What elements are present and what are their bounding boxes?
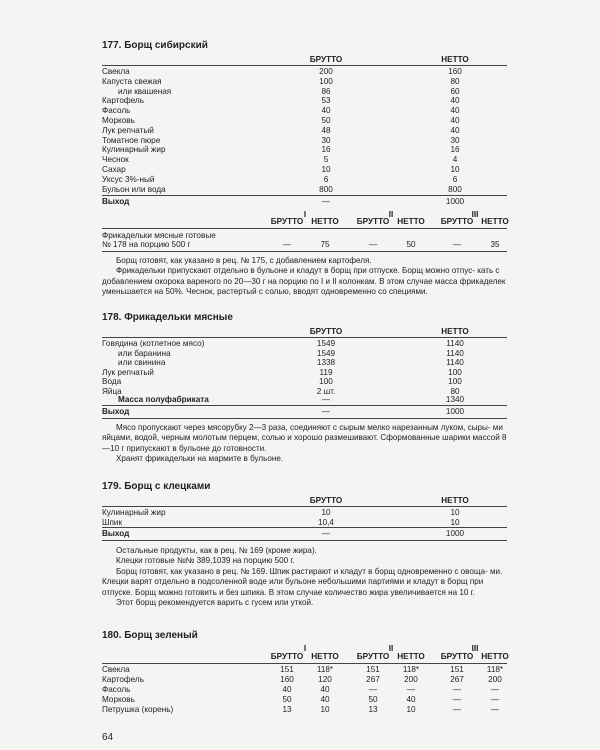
brutto-value: 267 bbox=[366, 675, 380, 684]
netto-value: 60 bbox=[450, 86, 460, 96]
ingredient-name: Бульон или вода bbox=[102, 184, 166, 194]
brutto-value: 13 bbox=[282, 705, 292, 714]
ingredient-name: Кулинарный жир bbox=[102, 508, 166, 517]
brutto-value: 151 bbox=[280, 665, 294, 674]
brutto-value: 40 bbox=[321, 106, 331, 116]
brutto-value: 100 bbox=[319, 377, 333, 387]
ingredient-name: Кулинарный жир bbox=[102, 145, 166, 155]
ingredient-name: Шпик bbox=[102, 517, 123, 527]
netto-value: 118* bbox=[402, 665, 420, 674]
paragraph: Этот борщ рекомендуется варить с гусем или уткой. bbox=[116, 598, 314, 608]
recipe-178-title: 178. Фрикадельки мясные bbox=[102, 312, 233, 323]
meatball-value: 35 bbox=[490, 240, 500, 249]
brutto-value: — bbox=[452, 705, 462, 714]
recipe-177-text bbox=[102, 256, 507, 298]
column-roman-2: II bbox=[388, 210, 394, 219]
netto-value: 6 bbox=[452, 174, 458, 184]
netto-value: 30 bbox=[450, 135, 460, 145]
rule bbox=[102, 540, 507, 541]
recipe-179-title: 179. Борщ с клецками bbox=[102, 481, 211, 492]
page-number: 64 bbox=[102, 732, 114, 743]
meatball-value: — bbox=[368, 240, 378, 249]
ingredient-name: или квашеная bbox=[118, 86, 172, 96]
recipe-180-title: 180. Борщ зеленый bbox=[102, 630, 198, 641]
netto-value: 40 bbox=[320, 695, 330, 704]
netto-value: 40 bbox=[406, 695, 416, 704]
yield-netto: 1000 bbox=[445, 197, 465, 206]
rule bbox=[102, 405, 507, 406]
column-roman-3: III bbox=[471, 210, 479, 219]
recipe-178-text bbox=[102, 423, 507, 465]
brutto-value: 86 bbox=[321, 86, 331, 96]
yield-netto: 1000 bbox=[445, 407, 465, 416]
rule bbox=[102, 195, 507, 196]
header-brutto: БРУТТО bbox=[309, 496, 343, 505]
netto-value: 10 bbox=[450, 508, 460, 517]
ingredient-name: Томатное пюре bbox=[102, 135, 161, 145]
brutto-value: 50 bbox=[368, 695, 378, 704]
sub-header-netto: НЕТТО bbox=[397, 652, 425, 661]
rule bbox=[102, 418, 507, 419]
netto-value: 40 bbox=[450, 96, 460, 106]
brutto-value: 267 bbox=[450, 675, 464, 684]
brutto-value: 50 bbox=[282, 695, 292, 704]
netto-value: 200 bbox=[404, 675, 418, 684]
ingredient-name: Морковь bbox=[102, 116, 135, 125]
ingredient-name: Сахар bbox=[102, 165, 126, 174]
ingredient-name: Говядина (котлетное мясо) bbox=[102, 339, 205, 348]
brutto-value: 53 bbox=[321, 96, 331, 106]
sub-header-netto: НЕТТО bbox=[397, 217, 425, 226]
netto-value: 40 bbox=[450, 125, 460, 135]
netto-value: 10 bbox=[406, 705, 416, 714]
ingredient-name: Капуста свежая bbox=[102, 76, 162, 86]
netto-value: 120 bbox=[318, 675, 332, 684]
semi-product-label: Масса полуфабриката bbox=[118, 395, 209, 404]
netto-value: 40 bbox=[450, 116, 460, 125]
netto-value: 1140 bbox=[446, 358, 464, 368]
meatball-value: — bbox=[452, 240, 462, 249]
brutto-value: 48 bbox=[321, 125, 331, 135]
brutto-value: 119 bbox=[319, 367, 333, 377]
netto-value: 800 bbox=[448, 184, 462, 194]
brutto-value: 16 bbox=[321, 145, 331, 155]
meatball-value: 50 bbox=[406, 240, 416, 249]
brutto-value: — bbox=[452, 695, 462, 704]
meatball-label: Фрикадельки мясные готовые bbox=[102, 231, 216, 240]
ingredient-name: Лук репчатый bbox=[102, 367, 154, 377]
sub-header-brutto: БРУТТО bbox=[270, 217, 304, 226]
netto-value: 100 bbox=[448, 367, 462, 377]
netto-value: 40 bbox=[450, 106, 460, 116]
rule bbox=[102, 663, 507, 664]
brutto-value: 1338 bbox=[316, 358, 336, 368]
ingredient-name: Фасоль bbox=[102, 106, 131, 116]
brutto-value: 1549 bbox=[316, 348, 336, 358]
brutto-value: 160 bbox=[280, 675, 294, 684]
netto-value: 80 bbox=[450, 76, 460, 86]
sub-header-brutto: БРУТТО bbox=[356, 652, 390, 661]
ingredient-name: Картофель bbox=[102, 675, 144, 684]
brutto-value: 6 bbox=[323, 174, 329, 184]
sub-header-brutto: БРУТТО bbox=[440, 652, 474, 661]
column-roman-1: I bbox=[303, 210, 307, 219]
brutto-value: 13 bbox=[368, 705, 378, 714]
brutto-value: 10,4 bbox=[318, 517, 334, 527]
brutto-value: 100 bbox=[319, 76, 333, 86]
yield-label: Выход bbox=[102, 407, 130, 416]
header-brutto: БРУТТО bbox=[309, 327, 343, 336]
rule bbox=[102, 506, 507, 507]
yield-label: Выход bbox=[102, 197, 130, 206]
sub-header-netto: НЕТТО bbox=[311, 652, 339, 661]
sub-header-netto: НЕТТО bbox=[481, 217, 509, 226]
sub-header-brutto: БРУТТО bbox=[270, 652, 304, 661]
semi-product-brutto: — bbox=[321, 395, 331, 404]
column-roman-2: II bbox=[388, 644, 394, 653]
semi-product-netto: 1340 bbox=[445, 395, 465, 404]
netto-value: 4 bbox=[452, 155, 458, 165]
yield-brutto: — bbox=[321, 197, 331, 206]
brutto-value: 50 bbox=[321, 116, 331, 125]
ingredient-name: Фасоль bbox=[102, 685, 131, 694]
ingredient-name: Лук репчатый bbox=[102, 125, 154, 135]
brutto-value: — bbox=[368, 685, 378, 694]
netto-value: — bbox=[406, 685, 416, 694]
brutto-value: 5 bbox=[323, 155, 329, 165]
netto-value: 118* bbox=[316, 665, 334, 674]
ingredient-name: Морковь bbox=[102, 695, 135, 704]
rule bbox=[102, 228, 507, 229]
yield-netto: 1000 bbox=[445, 529, 465, 538]
ingredient-name: Вода bbox=[102, 377, 122, 387]
ingredient-name: Свекла bbox=[102, 67, 130, 76]
netto-value: 1140 bbox=[446, 348, 464, 358]
ingredient-name: Уксус 3%-ный bbox=[102, 174, 155, 184]
netto-value: 16 bbox=[450, 145, 460, 155]
brutto-value: 30 bbox=[321, 135, 331, 145]
yield-brutto: — bbox=[321, 407, 331, 416]
sub-header-brutto: БРУТТО bbox=[440, 217, 474, 226]
netto-value: 160 bbox=[448, 67, 462, 76]
netto-value: — bbox=[490, 685, 500, 694]
header-brutto: БРУТТО bbox=[309, 55, 343, 64]
rule bbox=[102, 527, 507, 528]
netto-value: 1140 bbox=[446, 339, 464, 348]
brutto-value: — bbox=[452, 685, 462, 694]
paragraph: Хранят фрикадельки на мармите в бульоне. bbox=[116, 454, 284, 464]
netto-value: 10 bbox=[320, 705, 330, 714]
sub-header-brutto: БРУТТО bbox=[356, 217, 390, 226]
header-netto: НЕТТО bbox=[441, 496, 469, 505]
ingredient-name: или свинина bbox=[118, 358, 166, 368]
ingredient-name: Свекла bbox=[102, 665, 130, 674]
meatball-label: № 178 на порцию 500 г bbox=[102, 240, 191, 249]
column-roman-3: III bbox=[471, 644, 479, 653]
ingredient-name: или баранина bbox=[118, 348, 171, 358]
column-roman-1: I bbox=[303, 644, 307, 653]
netto-value: 118* bbox=[486, 665, 504, 674]
ingredient-name: Яйца bbox=[102, 387, 122, 396]
brutto-value: 1549 bbox=[316, 339, 336, 348]
brutto-value: 151 bbox=[450, 665, 464, 674]
netto-value: 80 bbox=[450, 387, 460, 396]
header-netto: НЕТТО bbox=[441, 55, 469, 64]
meatball-value: 75 bbox=[320, 240, 330, 249]
paragraph: Остальные продукты, как в рец. № 169 (кроме жира). bbox=[116, 546, 317, 555]
sub-header-netto: НЕТТО bbox=[481, 652, 509, 661]
netto-value: — bbox=[490, 705, 500, 714]
brutto-value: 10 bbox=[321, 508, 331, 517]
yield-label: Выход bbox=[102, 529, 130, 538]
rule bbox=[102, 65, 507, 66]
brutto-value: 800 bbox=[319, 184, 333, 194]
rule bbox=[102, 251, 507, 252]
brutto-value: 10 bbox=[321, 165, 331, 174]
sub-header-netto: НЕТТО bbox=[311, 217, 339, 226]
brutto-value: 151 bbox=[366, 665, 380, 674]
yield-brutto: — bbox=[321, 529, 331, 538]
ingredient-name: Картофель bbox=[102, 96, 144, 106]
rule bbox=[102, 337, 507, 338]
ingredient-name: Чеснок bbox=[102, 155, 129, 165]
paragraph: Борщ готовят, как указано в рец. № 175, с добавлением картофеля. bbox=[116, 256, 372, 265]
paragraph: Клецки готовые №№ 389,1039 на порцию 500 г. bbox=[116, 556, 295, 566]
header-netto: НЕТТО bbox=[441, 327, 469, 336]
netto-value: 10 bbox=[450, 517, 460, 527]
ingredient-name: Петрушка (корень) bbox=[102, 705, 174, 714]
recipe-177-title: 177. Борщ сибирский bbox=[102, 40, 208, 51]
netto-value: 10 bbox=[450, 165, 460, 174]
brutto-value: 200 bbox=[319, 67, 333, 76]
paragraph: Мясо пропускают через мясорубку 2—3 раза, соединяют с сырым мелко нарезанным луком, сыры- ми яйцами, водой, черным молотым перцем, солью и хорошо размешивают. Сформованные шарики массой 8—10 г припускают в бульоне до готовности. bbox=[102, 423, 507, 453]
meatball-value: — bbox=[282, 240, 292, 249]
netto-value: 40 bbox=[320, 685, 330, 694]
brutto-value: 40 bbox=[282, 685, 292, 694]
netto-value: 200 bbox=[488, 675, 502, 684]
recipe-179-text bbox=[102, 546, 507, 608]
paragraph: Борщ готовят, как указано в рец. № 169. Шпик растирают и кладут в борщ одновременно с овоща- ми. Клецки варят отдельно в подсоленной воде или бульоне небольшими партиями и кладут в борщ при отпуске. Борщ можно готовить и без шпика. В этом случае количество жира увеличивается на 10 г. bbox=[102, 566, 503, 597]
netto-value: — bbox=[490, 695, 500, 704]
paragraph: Фрикадельки припускают отдельно в бульоне и кладут в борщ при отпуске. Борщ можно отпус- кать с добавлением окорока вареного по 20—30 г на порцию по I и II колонкам. В этом случае масса фрикаделек уменьшается на 50%. Чеснок, растертый с солью, вводят одновременно со специями. bbox=[102, 266, 506, 297]
netto-value: 100 bbox=[448, 377, 462, 387]
brutto-value: 2 шт. bbox=[316, 387, 336, 396]
